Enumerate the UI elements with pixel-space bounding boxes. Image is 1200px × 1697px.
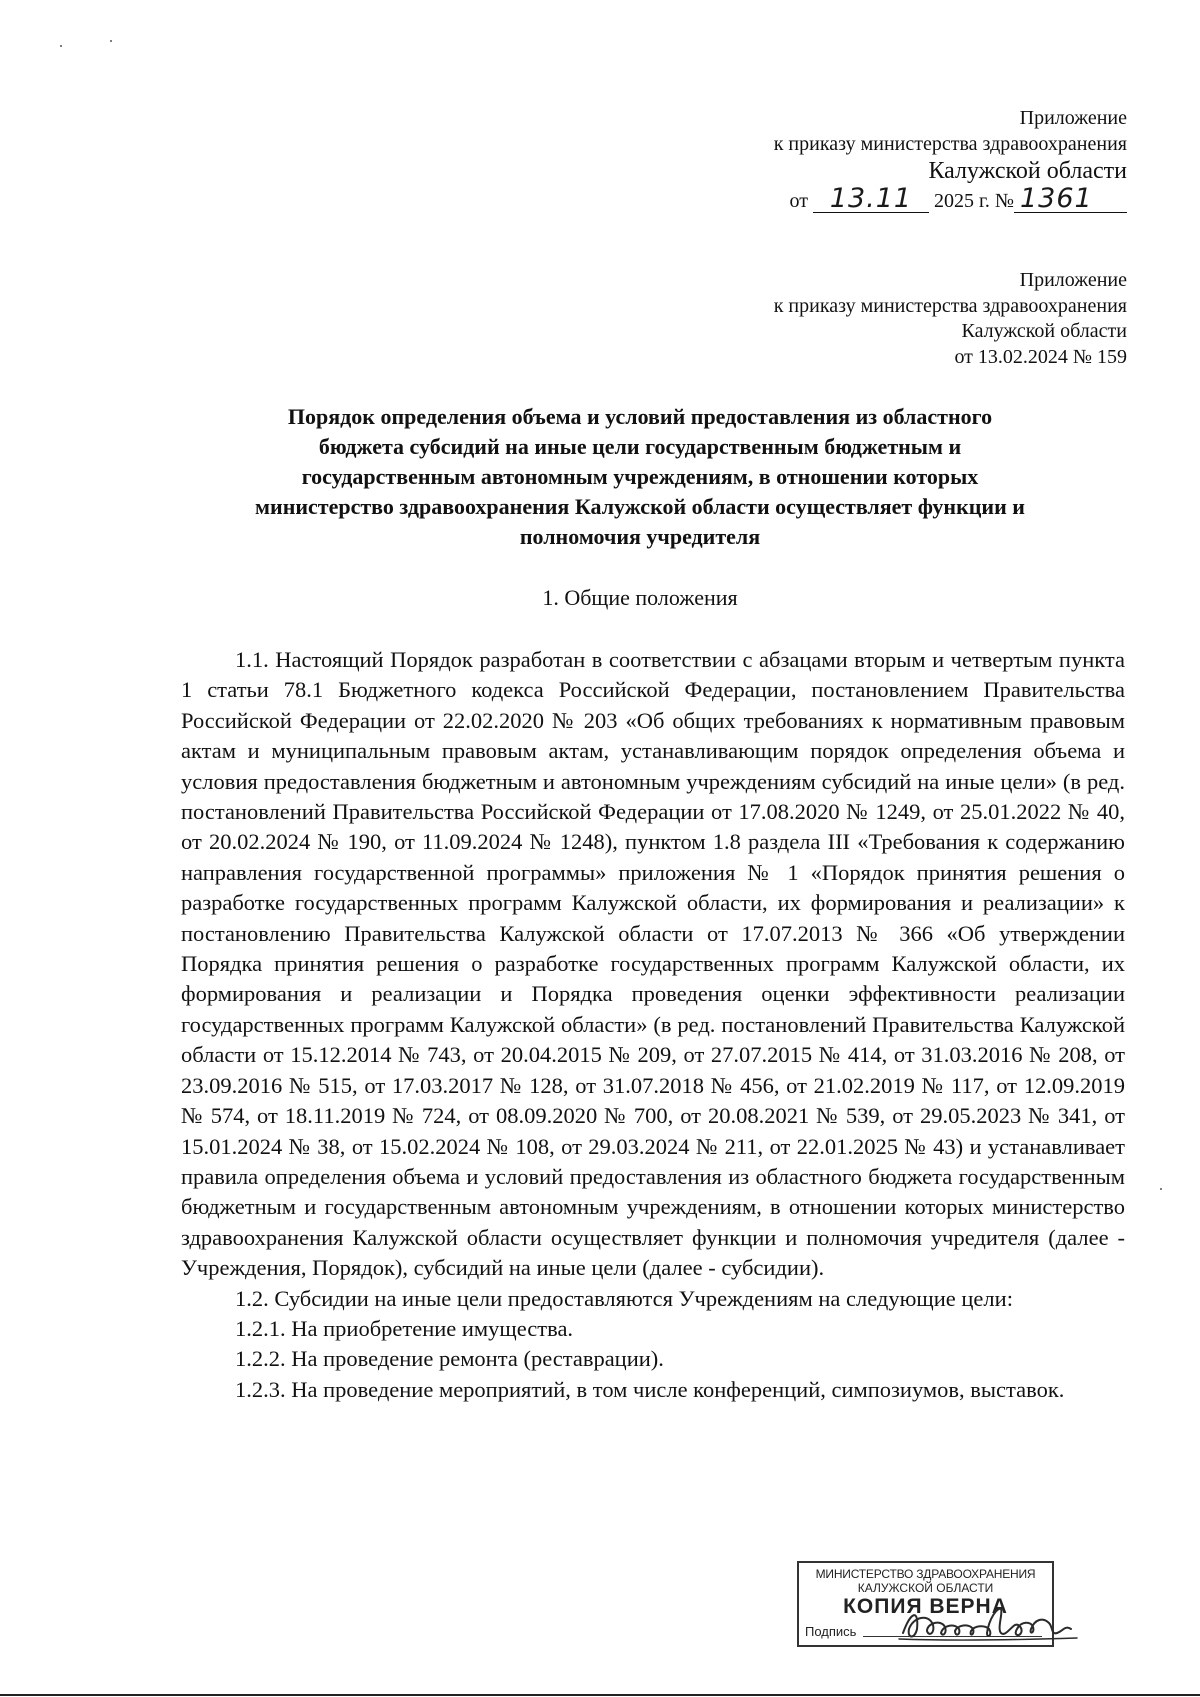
title-line: министерство здравоохранения Калужской области осуществляет функции и (255, 494, 1025, 519)
stamp-region: КАЛУЖСКОЙ ОБЛАСТИ (857, 1581, 994, 1595)
paragraph-1-2-2: 1.2.2. На проведение ремонта (реставрации). (235, 1346, 664, 1372)
document-body (181, 645, 1125, 1405)
header-appendix-label: Приложение (1019, 269, 1127, 291)
header-previous-order (774, 268, 1127, 370)
header-order-ministry: к приказу министерства здравоохранения (773, 132, 1127, 155)
paragraph-1-1: 1.1. Настоящий Порядок разработан в соответствии с абзацами вторым и четвертым пункта 1 статьи 78.1 Бюджетного кодекса Российской Федерации, постановлением Правительства Российской Федерации от 22.02.2020 № 203 «Об общих требованиях к нормативным правовым актам и муниципальным правовым актам, устанавливающим порядок определения объема и условия предоставления бюджетным и автономным учреждениям субсидий на иные цели» (в ред. постановлений Правительства Российской Федерации от 17.08.2020 № 1249, от 25.01.2022 № 40, от 20.02.2024 № 190, от 11.09.2024 № 1248), пунктом 1.8 раздела III «Требования к содержанию направления государственной программы» приложения № 1 «Порядок принятия решения о разработке государственных программ Калужской области, их формирования и реализации» к постановлению Правительства Калужской области от 17.07.2013 № 366 «Об утверждении Порядка принятия решения о разработке государственных программ Калужской области, их формирования и реализации и Порядка проведения оценки эффективности реализации государственных программ Калужской области» (в ред. постановлений Правительства Калужской области от 15.12.2014 № 743, от 20.04.2015 № 209, от 27.07.2015 № 414, от 31.03.2016 № 208, от 23.09.2016 № 515, от 17.03.2017 № 128, от 31.07.2018 № 456, от 21.02.2019 № 117, от 12.09.2019 № 574, от 18.11.2019 № 724, от 08.09.2020 № 700, от 20.08.2021 № 539, от 29.05.2023 № 341, от 15.01.2024 № 38, от 15.02.2024 № 108, от 29.03.2024 № 211, от 22.01.2025 № 43) и устанавливает правила определения объема и условий предоставления из областного бюджета государственным бюджетным и государственным автономным учреждениям, в отношении которых министерство здравоохранения Калужской области осуществляет функции и полномочия учредителя (далее - Учреждения, Порядок), субсидий на иные цели (далее - субсидии). (181, 647, 1125, 1281)
header-order-ministry: к приказу министерства здравоохранения (773, 294, 1127, 317)
header-current-order (774, 106, 1127, 216)
title-line: Порядок определения объема и условий предоставления из областного (287, 404, 993, 429)
scan-speck (60, 45, 62, 47)
paragraph-1-2-3: 1.2.3. На проведение мероприятий, в том числе конференций, симпозиумов, выставок. (235, 1376, 1065, 1402)
header-region: Калужской области (928, 158, 1127, 184)
handwritten-date: 13.11 (813, 186, 929, 213)
section-heading: 1. Общие положения (542, 585, 738, 610)
year-and-number-label: 2025 г. № (933, 190, 1014, 212)
stamp-ministry: МИНИСТЕРСТВО ЗДРАВООХРАНЕНИЯ (815, 1567, 1036, 1581)
paragraph-1-2: 1.2. Субсидии на иные цели предоставляются Учреждениям на следующие цели: (235, 1285, 1013, 1311)
handwritten-signature (893, 1599, 1083, 1647)
handwritten-number: 1361 (1014, 186, 1127, 213)
scan-speck (1160, 1188, 1162, 1190)
scan-speck (110, 40, 112, 42)
stamp-signature-label: Подпись (805, 1624, 857, 1639)
header-date-line (774, 183, 1127, 216)
title-line: бюджета субсидий на иные цели государственным бюджетным и (318, 434, 962, 459)
header-appendix-label: Приложение (1019, 107, 1127, 129)
page-bottom-edge (0, 1694, 1200, 1696)
title-line: государственным автономным учреждениям, в отношении которых (301, 464, 979, 489)
stamp-copy-verified: КОПИЯ ВЕРНА (843, 1595, 1008, 1618)
document-title (160, 402, 1120, 552)
date-prefix: от (789, 190, 808, 212)
title-line: полномочия учредителя (519, 524, 761, 549)
header-region: Калужской области (961, 320, 1127, 342)
paragraph-1-2-1: 1.2.1. На приобретение имущества. (235, 1315, 574, 1341)
header-order-date-number: от 13.02.2024 № 159 (954, 345, 1127, 368)
